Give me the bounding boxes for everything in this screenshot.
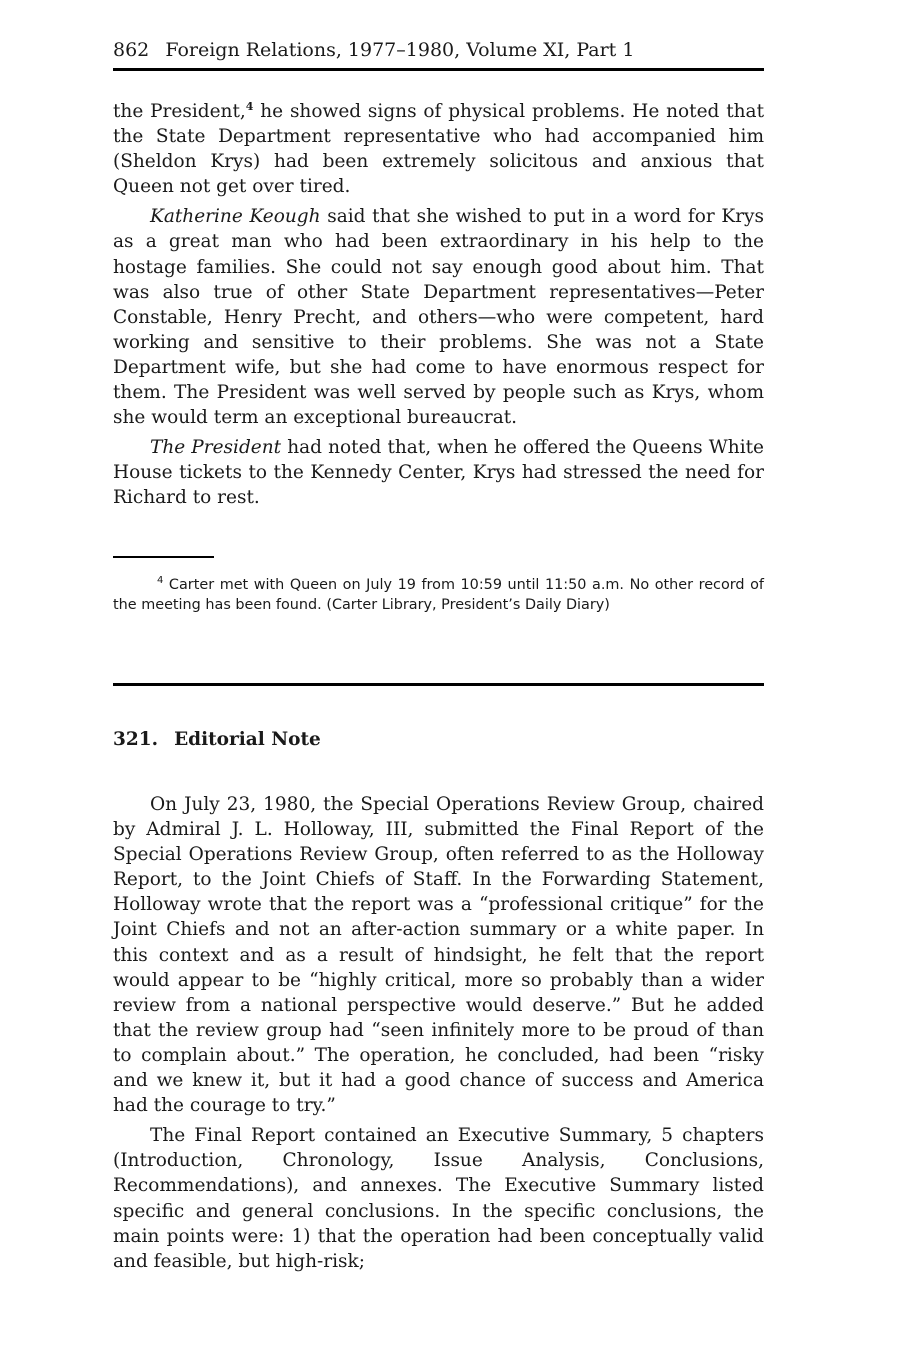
document-number: 321. bbox=[113, 729, 159, 750]
speaker-name: Katherine Keough bbox=[150, 206, 321, 228]
editorial-note-text bbox=[113, 792, 764, 1279]
footnote-reference[interactable]: 4 bbox=[245, 99, 254, 113]
speaker-name: The President bbox=[150, 437, 282, 459]
paragraph-text: he showed signs of physical problems. He noted that the State Department representative who had accompanied him (Sheldon Krys) had been extremely solicitous and anxious that Queen not get over tired. bbox=[113, 101, 765, 198]
footnote bbox=[113, 575, 764, 615]
continued-text-block bbox=[113, 99, 764, 516]
section-rule bbox=[113, 683, 764, 686]
paragraph bbox=[113, 204, 764, 430]
footnote-rule bbox=[113, 556, 214, 558]
paragraph-text: the President, bbox=[113, 101, 246, 122]
footnote-marker: 4 bbox=[157, 575, 164, 587]
paragraph bbox=[113, 99, 764, 199]
running-header bbox=[113, 38, 764, 62]
document-heading bbox=[113, 729, 321, 750]
paragraph-text: said that she wished to put in a word for Krys as a great man who had been extraordinary in his help to the hostage families. She could not say enough good about him. That was also true of other State Department representatives—Peter Constable, Henry Precht, and others—who were competent, hard working and sensitive to their problems. She was not a State Department wife, but she had come to have enormous respect for them. The President was well served by people such as Krys, whom she would term an exceptional bureaucrat. bbox=[113, 206, 764, 429]
paragraph-text: had noted that, when he offered the Queens White House tickets to the Kennedy Center, Krys had stressed the need for Richard to rest. bbox=[113, 437, 764, 509]
document-title: Editorial Note bbox=[174, 729, 321, 750]
page-number: 862 bbox=[113, 39, 150, 61]
paragraph: The Final Report contained an Executive Summary, 5 chapters (Introduction, Chronology, Issue Analysis, Conclusions, Recommendations), and annexes. The Executive Summary listed specific and general conclusions. In the specific conclusions, the main points were: 1) that the operation had been conceptually valid and feasible, but high-risk; bbox=[113, 1125, 764, 1272]
footnote-text: Carter met with Queen on July 19 from 10:59 until 11:50 a.m. No other record of the meeting has been found. (Carter Library, President’s Daily Diary) bbox=[113, 577, 764, 613]
running-title: Foreign Relations, 1977–1980, Volume XI, Part 1 bbox=[165, 39, 635, 61]
paragraph bbox=[113, 435, 764, 510]
paragraph: On July 23, 1980, the Special Operations Review Group, chaired by Admiral J. L. Holloway, III, submitted the Final Report of the Special Operations Review Group, often referred to as the Holloway Report, to the Joint Chiefs of Staff. In the Forwarding Statement, Holloway wrote that the report was a “professional critique” for the Joint Chiefs and not an after-action summary or a white paper. In this context and as a result of hindsight, he felt that the report would appear to be “highly critical, more so probably than a wider review from a national perspective would deserve.” But he added that the review group had “seen infinitely more to be proud of than to complain about.” The operation, he concluded, had been “risky and we knew it, but it had a good chance of success and America had the courage to try.” bbox=[113, 794, 764, 1117]
header-rule bbox=[113, 68, 764, 71]
